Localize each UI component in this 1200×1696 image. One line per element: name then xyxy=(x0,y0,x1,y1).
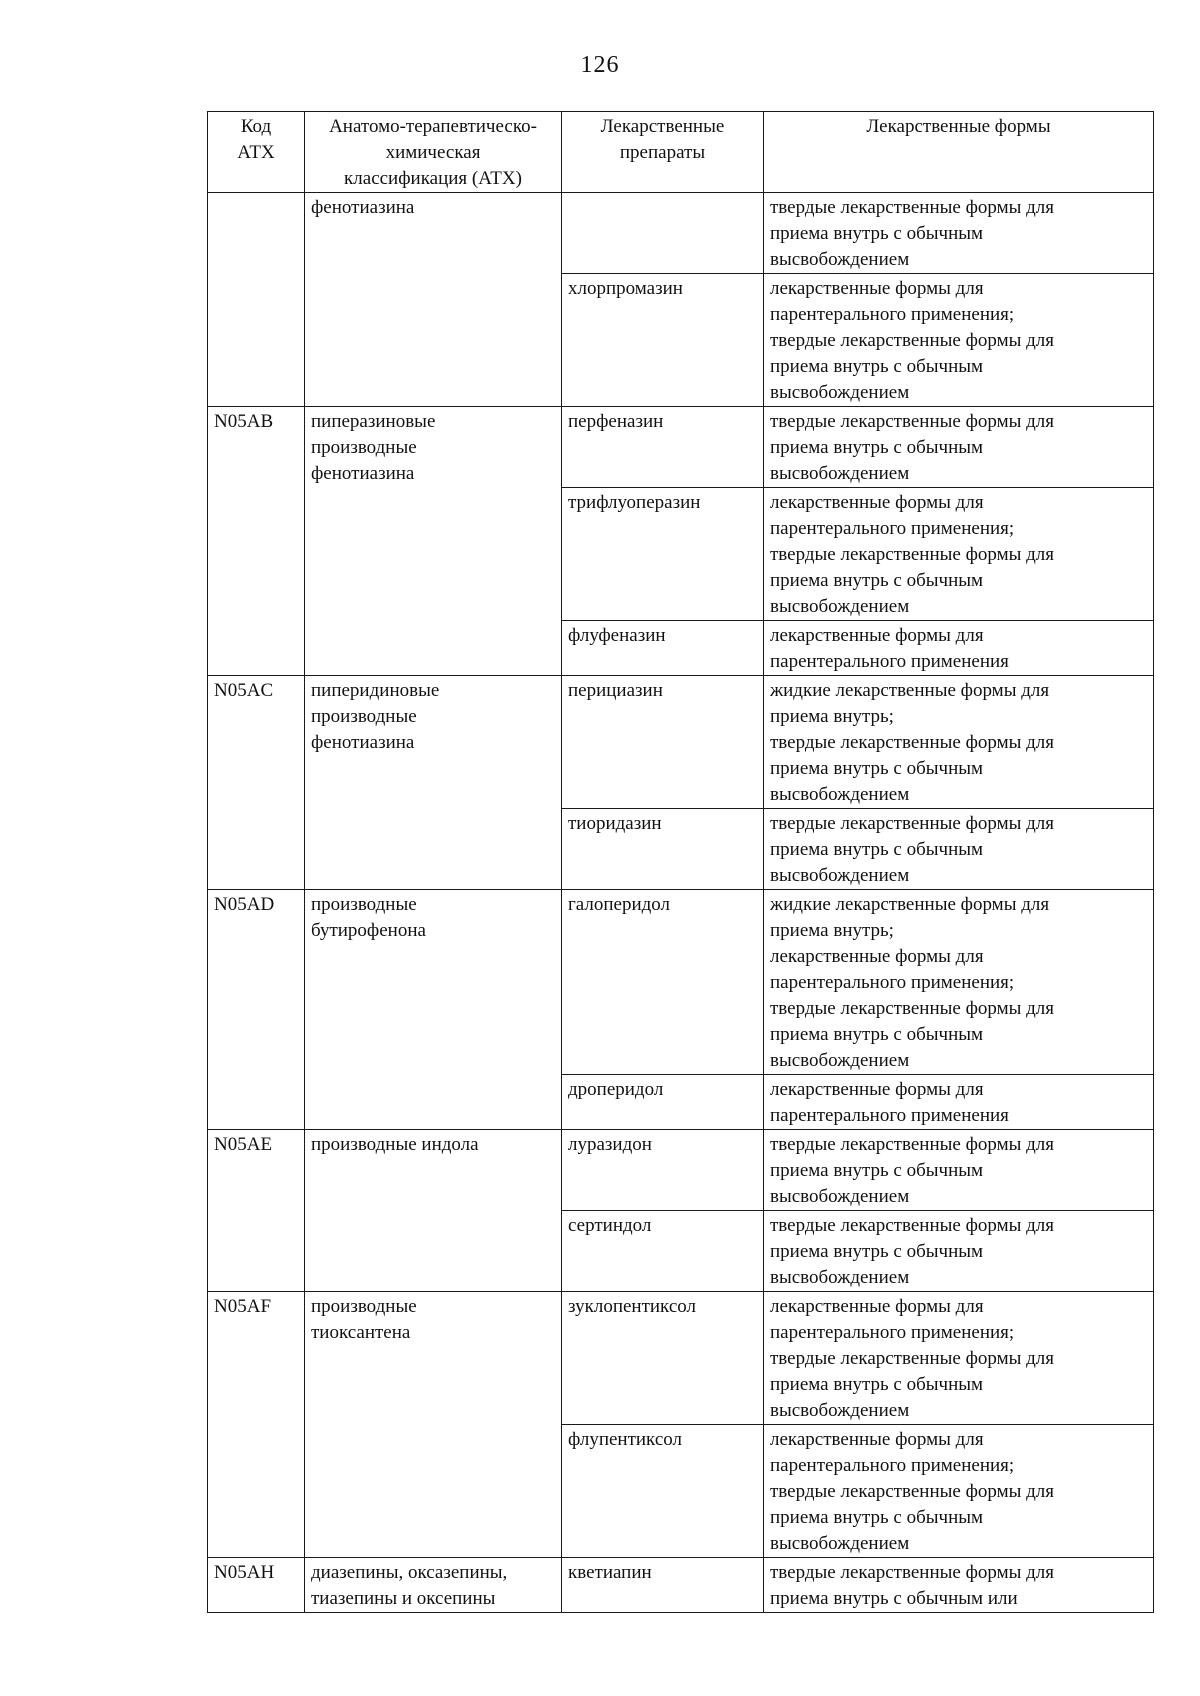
table-body xyxy=(208,193,1154,1613)
dosage-form-line: парентерального применения; xyxy=(770,304,1015,325)
dosage-form-line: высвобождением xyxy=(770,865,910,886)
atc-drug-table xyxy=(207,111,1154,1613)
dosage-form-line: парентерального применения xyxy=(770,1105,1009,1126)
dosage-forms-cell xyxy=(764,890,1154,1075)
classification-line: производные xyxy=(311,437,417,458)
dosage-forms-cell xyxy=(764,488,1154,621)
header-code xyxy=(208,112,305,193)
drug-cell: галоперидол xyxy=(562,890,764,1075)
table-row xyxy=(208,193,1154,274)
dosage-forms-cell xyxy=(764,1558,1154,1613)
classification-cell xyxy=(305,1558,562,1613)
dosage-form-line: приема внутрь с обычным xyxy=(770,356,984,377)
header-forms xyxy=(764,112,1154,193)
dosage-forms-cell xyxy=(764,193,1154,274)
header-drugs-line: препараты xyxy=(619,142,706,163)
dosage-form-line: парентерального применения; xyxy=(770,972,1015,993)
dosage-form-line: твердые лекарственные формы для xyxy=(770,1562,1055,1583)
dosage-form-line: твердые лекарственные формы для xyxy=(770,197,1055,218)
dosage-form-line: приема внутрь; xyxy=(770,706,894,727)
classification-cell xyxy=(305,676,562,890)
header-drugs-line: Лекарственные xyxy=(600,116,725,137)
dosage-form-line: твердые лекарственные формы для xyxy=(770,1481,1055,1502)
dosage-form-line: высвобождением xyxy=(770,1400,910,1421)
dosage-form-line: приема внутрь с обычным xyxy=(770,1507,984,1528)
dosage-form-line: парентерального применения; xyxy=(770,1455,1015,1476)
dosage-form-line: твердые лекарственные формы для xyxy=(770,732,1055,753)
dosage-form-line: жидкие лекарственные формы для xyxy=(770,680,1050,701)
dosage-forms-cell xyxy=(764,274,1154,407)
classification-line: тиоксантена xyxy=(311,1322,411,1343)
dosage-forms-cell xyxy=(764,407,1154,488)
dosage-form-line: твердые лекарственные формы для xyxy=(770,1215,1055,1236)
dosage-form-line: твердые лекарственные формы для xyxy=(770,1134,1055,1155)
drug-cell: перициазин xyxy=(562,676,764,809)
table-row xyxy=(208,1292,1154,1425)
drug-cell: флуфеназин xyxy=(562,621,764,676)
dosage-forms-cell xyxy=(764,1075,1154,1130)
atc-code-cell: N05AF xyxy=(208,1292,305,1558)
drug-cell: сертиндол xyxy=(562,1211,764,1292)
dosage-form-line: лекарственные формы для xyxy=(770,625,984,646)
table-row xyxy=(208,890,1154,1075)
dosage-form-line: лекарственные формы для xyxy=(770,492,984,513)
table-row xyxy=(208,1130,1154,1211)
dosage-form-line: парентерального применения; xyxy=(770,1322,1015,1343)
dosage-form-line: приема внутрь с обычным xyxy=(770,839,984,860)
page-number: 126 xyxy=(580,52,620,78)
dosage-form-line: высвобождением xyxy=(770,1533,910,1554)
dosage-forms-cell xyxy=(764,809,1154,890)
dosage-form-line: приема внутрь с обычным xyxy=(770,1241,984,1262)
atc-code-cell: N05AE xyxy=(208,1130,305,1292)
header-code-line: Код xyxy=(240,116,272,137)
classification-cell xyxy=(305,1292,562,1558)
drug-cell: зуклопентиксол xyxy=(562,1292,764,1425)
classification-line: фенотиазина xyxy=(311,732,415,753)
dosage-form-line: твердые лекарственные формы для xyxy=(770,1348,1055,1369)
drug-cell: флупентиксол xyxy=(562,1425,764,1558)
header-row xyxy=(208,112,1154,193)
dosage-form-line: твердые лекарственные формы для xyxy=(770,330,1055,351)
dosage-form-line: высвобождением xyxy=(770,249,910,270)
classification-line: диазепины, оксазепины, xyxy=(311,1562,508,1583)
classification-cell xyxy=(305,407,562,676)
header-code-line: АТХ xyxy=(237,142,275,163)
classification-line: пиперазиновые xyxy=(311,411,436,432)
classification-line: тиазепины и оксепины xyxy=(311,1588,496,1609)
dosage-form-line: твердые лекарственные формы для xyxy=(770,544,1055,565)
dosage-form-line: высвобождением xyxy=(770,463,910,484)
dosage-form-line: жидкие лекарственные формы для xyxy=(770,894,1050,915)
dosage-form-line: лекарственные формы для xyxy=(770,1296,984,1317)
dosage-form-line: твердые лекарственные формы для xyxy=(770,411,1055,432)
classification-line: производные индола xyxy=(311,1134,479,1155)
dosage-forms-cell xyxy=(764,621,1154,676)
dosage-form-line: твердые лекарственные формы для xyxy=(770,813,1055,834)
dosage-forms-cell xyxy=(764,1292,1154,1425)
dosage-form-line: приема внутрь с обычным xyxy=(770,223,984,244)
classification-line: фенотиазина xyxy=(311,197,415,218)
header-classification-line: химическая xyxy=(385,142,481,163)
drug-cell: перфеназин xyxy=(562,407,764,488)
header-drugs xyxy=(562,112,764,193)
dosage-form-line: приема внутрь с обычным xyxy=(770,1024,984,1045)
classification-cell xyxy=(305,890,562,1130)
drug-cell: трифлуоперазин xyxy=(562,488,764,621)
dosage-form-line: лекарственные формы для xyxy=(770,946,984,967)
dosage-form-line: высвобождением xyxy=(770,784,910,805)
dosage-form-line: приема внутрь с обычным xyxy=(770,570,984,591)
drug-cell xyxy=(562,193,764,274)
classification-line: бутирофенона xyxy=(311,920,426,941)
dosage-form-line: приема внутрь с обычным xyxy=(770,1160,984,1181)
atc-code-cell: N05AH xyxy=(208,1558,305,1613)
drug-cell: тиоридазин xyxy=(562,809,764,890)
drug-cell: хлорпромазин xyxy=(562,274,764,407)
dosage-form-line: приема внутрь с обычным xyxy=(770,437,984,458)
atc-code-cell: N05AC xyxy=(208,676,305,890)
dosage-form-line: высвобождением xyxy=(770,1050,910,1071)
table-row xyxy=(208,676,1154,809)
dosage-form-line: приема внутрь с обычным xyxy=(770,1374,984,1395)
dosage-form-line: лекарственные формы для xyxy=(770,1429,984,1450)
dosage-form-line: парентерального применения; xyxy=(770,518,1015,539)
classification-cell xyxy=(305,1130,562,1292)
dosage-form-line: высвобождением xyxy=(770,596,910,617)
dosage-form-line: высвобождением xyxy=(770,382,910,403)
dosage-form-line: приема внутрь с обычным xyxy=(770,758,984,779)
dosage-form-line: лекарственные формы для xyxy=(770,1079,984,1100)
drug-cell: луразидон xyxy=(562,1130,764,1211)
dosage-forms-cell xyxy=(764,676,1154,809)
dosage-forms-cell xyxy=(764,1425,1154,1558)
dosage-form-line: парентерального применения xyxy=(770,651,1009,672)
dosage-form-line: высвобождением xyxy=(770,1186,910,1207)
dosage-form-line: высвобождением xyxy=(770,1267,910,1288)
header-classification-line: классификация (АТХ) xyxy=(344,168,522,189)
table-row xyxy=(208,407,1154,488)
header-forms-line: Лекарственные формы xyxy=(866,116,1051,137)
dosage-form-line: приема внутрь; xyxy=(770,920,894,941)
atc-code-cell: N05AB xyxy=(208,407,305,676)
dosage-form-line: твердые лекарственные формы для xyxy=(770,998,1055,1019)
table-header xyxy=(208,112,1154,193)
header-classification xyxy=(305,112,562,193)
atc-code-cell xyxy=(208,193,305,407)
dosage-forms-cell xyxy=(764,1130,1154,1211)
classification-line: производные xyxy=(311,706,417,727)
header-classification-line: Анатомо-терапевтическо- xyxy=(329,116,537,137)
drug-cell: дроперидол xyxy=(562,1075,764,1130)
drug-cell: кветиапин xyxy=(562,1558,764,1613)
table-row xyxy=(208,1558,1154,1613)
classification-line: производные xyxy=(311,894,417,915)
classification-line: пиперидиновые xyxy=(311,680,440,701)
classification-cell xyxy=(305,193,562,407)
dosage-forms-cell xyxy=(764,1211,1154,1292)
dosage-form-line: лекарственные формы для xyxy=(770,278,984,299)
classification-line: фенотиазина xyxy=(311,463,415,484)
classification-line: производные xyxy=(311,1296,417,1317)
atc-code-cell: N05AD xyxy=(208,890,305,1130)
dosage-form-line: приема внутрь с обычным или xyxy=(770,1588,1018,1609)
